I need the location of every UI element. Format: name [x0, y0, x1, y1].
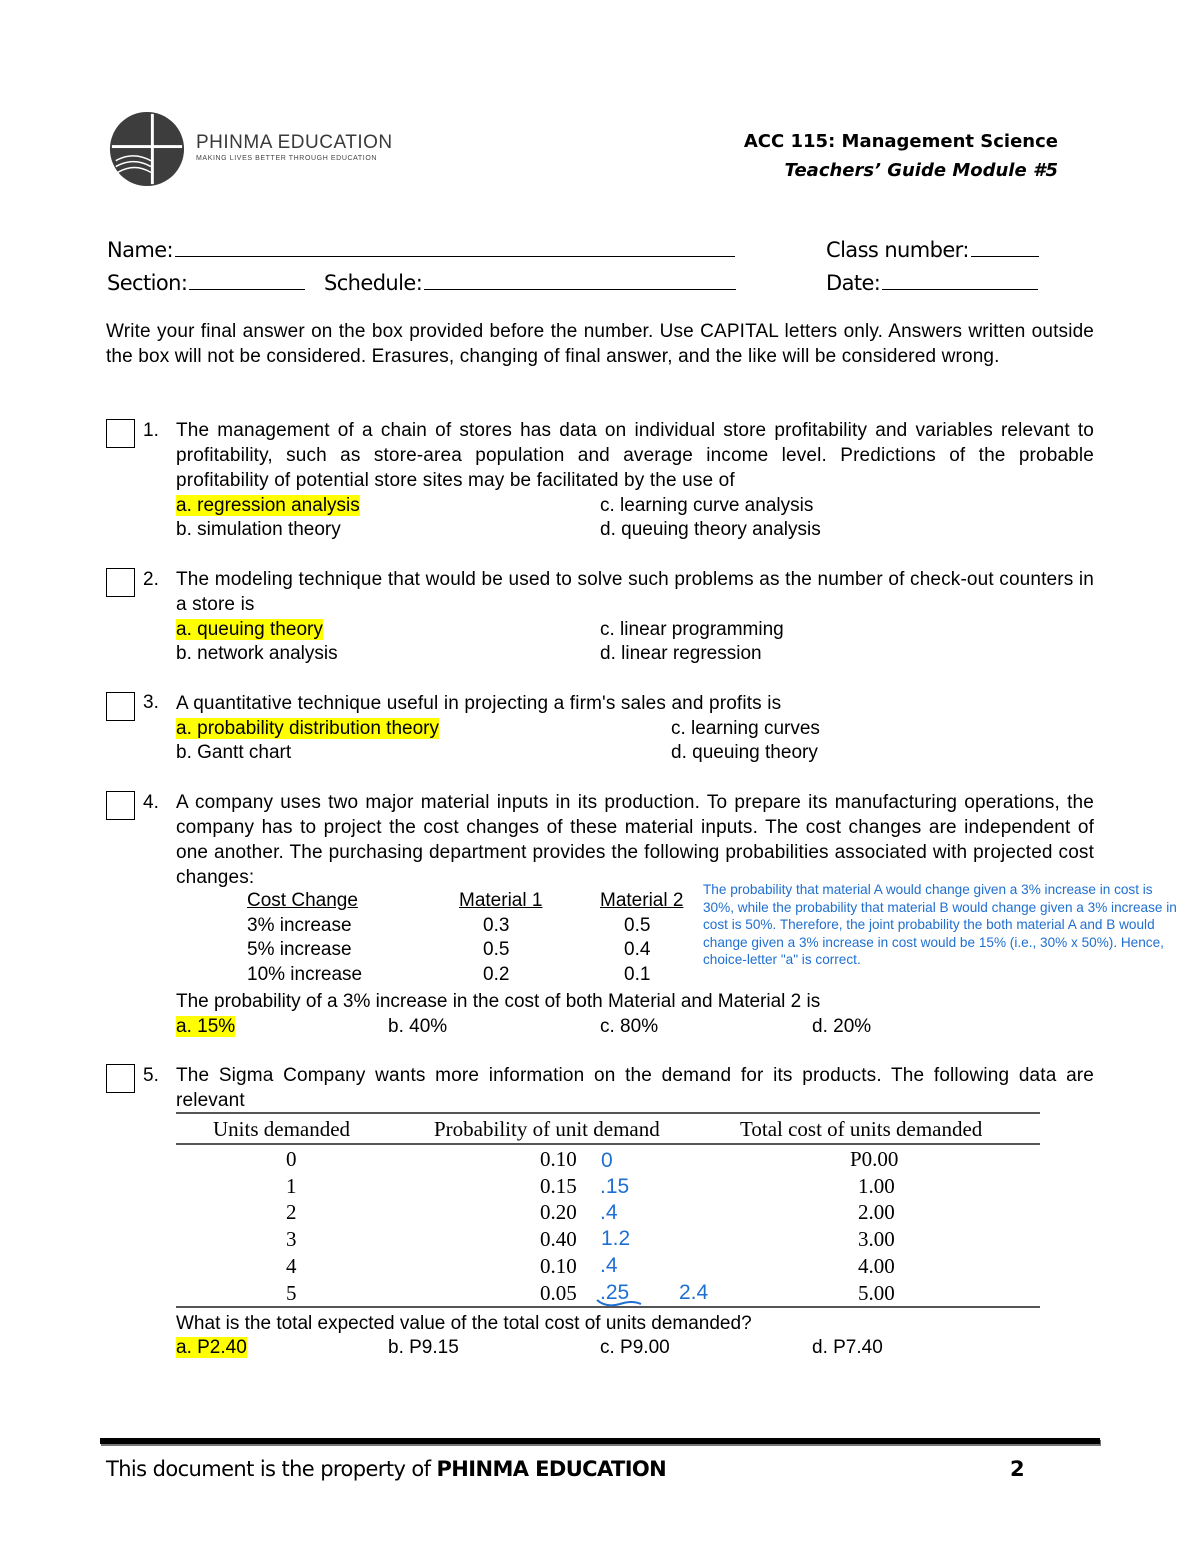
option-5c: c. P9.00	[600, 1337, 670, 1358]
footer-owner: PHINMA EDUCATION	[436, 1457, 667, 1481]
name-label: Name:	[107, 238, 174, 262]
table-header: Material 1	[459, 890, 543, 911]
section-label: Section:	[107, 271, 188, 295]
option-1a: a. regression analysis	[176, 495, 360, 516]
question-4-prompt: The probability of a 3% increase in the cost of both Material and Material 2 is	[176, 991, 821, 1012]
table-header: Total cost of units demanded	[740, 1117, 983, 1141]
table-cell: 5	[286, 1281, 297, 1305]
answer-explanation-note: The probability that material A would change given a 3% increase in cost is 30%, while the probability that material B would change given a 3% increase in cost is 50%. Therefore, the joint probability the both material A and B would change given a 3% increase in cost would be 15% (i.e., 30% x 50%). Hence, choice-letter "a" is correct.	[703, 882, 1177, 967]
handwritten-value: 0	[601, 1149, 613, 1172]
table-cell: 1.00	[858, 1174, 895, 1198]
option-3c: c. learning curves	[671, 718, 820, 739]
table-header: Cost Change	[247, 890, 358, 911]
option-3a: a. probability distribution theory	[176, 718, 439, 739]
table-cell: 0.1	[624, 964, 651, 985]
table-top-rule	[176, 1112, 1040, 1114]
class-number-line[interactable]	[971, 236, 1039, 257]
question-number: 1.	[143, 420, 159, 441]
option-4b: b. 40%	[388, 1016, 448, 1037]
handwritten-value: .25	[600, 1281, 630, 1304]
question-1-text: The management of a chain of stores has data on individual store profitability and variables relevant to profitability, such as store-area population and average income level. Predictions of the probable profitability of potential store sites may be facilitated by the use of	[176, 420, 1094, 491]
footer-text	[106, 1457, 666, 1481]
table-cell: 5% increase	[247, 939, 352, 960]
handwritten-value: .15	[600, 1175, 630, 1198]
class-number-field[interactable]	[826, 236, 1039, 262]
option-1c: c. learning curve analysis	[600, 495, 814, 516]
option-3d: d. queuing theory	[671, 742, 818, 763]
instructions: Write your final answer on the box provided before the number. Use CAPITAL letters only. Answers written outside the box will not be considered. Erasures, changing of final answer, and the like will be considered wrong.	[106, 321, 1094, 367]
course-title: ACC 115: Management Science	[743, 131, 1058, 152]
handwritten-value: .4	[600, 1254, 618, 1277]
table-cell: 3.00	[858, 1227, 895, 1251]
table-cell: 3% increase	[247, 915, 352, 936]
question-5-prompt: What is the total expected value of the total cost of units demanded?	[176, 1313, 752, 1334]
table-cell: 0.4	[624, 939, 651, 960]
question-5-text: The Sigma Company wants more information on the demand for its products. The following data are relevant	[176, 1065, 1094, 1111]
option-5a: a. P2.40	[176, 1337, 247, 1358]
footer-prefix: This document is the property of	[106, 1457, 437, 1481]
option-5d: d. P7.40	[812, 1337, 883, 1358]
name-field[interactable]	[107, 236, 735, 262]
option-2c: c. linear programming	[600, 619, 784, 640]
table-cell: 0	[286, 1147, 297, 1171]
option-3b: b. Gantt chart	[176, 742, 292, 763]
section-field[interactable]	[107, 269, 305, 295]
logo-tagline: MAKING LIVES BETTER THROUGH EDUCATION	[196, 155, 378, 162]
table-cell: 2.00	[858, 1200, 895, 1224]
table-header: Units demanded	[213, 1117, 351, 1141]
table-cell: P0.00	[850, 1147, 899, 1171]
answer-box-1[interactable]	[106, 419, 135, 448]
question-number: 4.	[143, 792, 159, 813]
table-cell: 0.5	[483, 939, 510, 960]
page-number: 2	[1010, 1457, 1025, 1481]
table-header-rule	[176, 1143, 1040, 1145]
name-line[interactable]	[175, 236, 735, 257]
answer-box-5[interactable]	[106, 1064, 135, 1093]
date-label: Date:	[826, 271, 881, 295]
schedule-line[interactable]	[424, 269, 736, 290]
answer-box-4[interactable]	[106, 791, 135, 820]
table-cell: 2	[286, 1200, 297, 1224]
question-number: 5.	[143, 1065, 159, 1086]
option-2d: d. linear regression	[600, 643, 762, 664]
question-2-text: The modeling technique that would be used to solve such problems as the number of check-out counters in a store is	[176, 569, 1094, 615]
handwritten-total: 2.4	[679, 1281, 709, 1304]
table-cell: 0.5	[624, 915, 651, 936]
question-number: 3.	[143, 692, 159, 713]
option-2b: b. network analysis	[176, 643, 338, 664]
table-cell: 0.2	[483, 964, 510, 985]
section-line[interactable]	[189, 269, 305, 290]
table-cell: 0.10	[540, 1147, 577, 1171]
logo-name: PHINMA EDUCATION	[196, 132, 393, 153]
table-cell: 4.00	[858, 1254, 895, 1278]
table-cell: 0.20	[540, 1200, 577, 1224]
option-4a: a. 15%	[176, 1016, 236, 1037]
table-cell: 0.3	[483, 915, 510, 936]
table-cell: 5.00	[858, 1281, 895, 1305]
footer-divider	[100, 1438, 1100, 1444]
option-5b: b. P9.15	[388, 1337, 459, 1358]
table-cell: 10% increase	[247, 964, 363, 985]
option-2a: a. queuing theory	[176, 619, 323, 640]
question-4-text: A company uses two major material inputs in its production. To prepare its manufacturing operations, the company has to project the cost changes of these material inputs. The cost changes are independent of one another. The purchasing department provides the following probabilities associated with projected cost changes:	[176, 792, 1094, 888]
schedule-field[interactable]	[324, 269, 736, 295]
answer-box-2[interactable]	[106, 568, 135, 597]
table-cell: 0.10	[540, 1254, 577, 1278]
table-cell: 3	[286, 1227, 297, 1251]
handwritten-underline	[594, 1296, 644, 1310]
table-cell: 4	[286, 1254, 297, 1278]
table-cell: 0.40	[540, 1227, 577, 1251]
date-field[interactable]	[826, 269, 1038, 295]
answer-box-3[interactable]	[106, 692, 135, 721]
option-1d: d. queuing theory analysis	[600, 519, 821, 540]
option-4d: d. 20%	[812, 1016, 872, 1037]
handwritten-value: .4	[600, 1201, 618, 1224]
table-cell: 0.15	[540, 1174, 577, 1198]
table-cell: 1	[286, 1174, 297, 1198]
question-3-text: A quantitative technique useful in projecting a firm's sales and profits is	[176, 693, 782, 714]
question-number: 2.	[143, 569, 159, 590]
module-title: Teachers’ Guide Module #5	[784, 160, 1058, 181]
phinma-logo-icon	[108, 110, 186, 188]
handwritten-value: 1.2	[601, 1227, 631, 1250]
phinma-logo	[108, 110, 393, 190]
option-1b: b. simulation theory	[176, 519, 341, 540]
table-cell: 0.05	[540, 1281, 577, 1305]
date-line[interactable]	[882, 269, 1038, 290]
table-header: Material 2	[600, 890, 684, 911]
table-header: Probability of unit demand	[434, 1117, 660, 1141]
class-number-label: Class number:	[826, 238, 969, 262]
option-4c: c. 80%	[600, 1016, 659, 1037]
schedule-label: Schedule:	[324, 271, 423, 295]
